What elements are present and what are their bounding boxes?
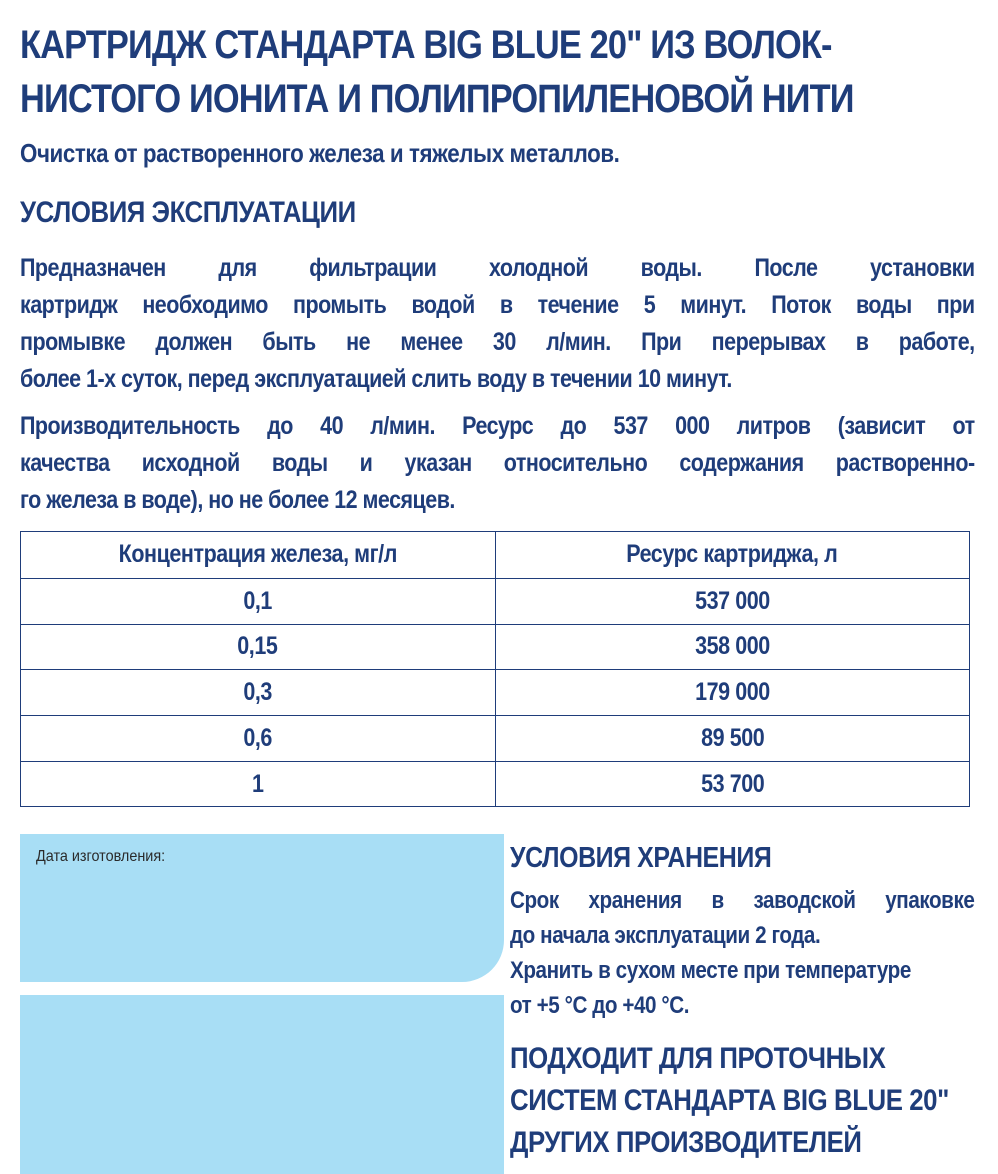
- storage-paragraph: [510, 883, 974, 1023]
- operating-paragraph: [20, 250, 975, 398]
- table-row: [21, 669, 969, 715]
- compat-line: ПОДХОДИТ ДЛЯ ПРОТОЧНЫХ: [510, 1042, 886, 1075]
- date-label: Дата изготовления:: [36, 848, 166, 865]
- blank-panel: [20, 995, 504, 1174]
- table-cell: 1: [21, 762, 496, 807]
- table-row: [21, 761, 969, 807]
- paragraph-line: качества исходной воды и указан относительно содержания растворенно-: [20, 449, 975, 477]
- table-header-row: [21, 532, 969, 578]
- table-cell: 89 500: [700, 724, 764, 753]
- paragraph-line: Срок хранения в заводской упаковке: [510, 887, 975, 914]
- table-cell: 537 000: [694, 586, 770, 615]
- paragraph-line: Производительность до 40 л/мин. Ресурс до 537 000 литров (зависит от: [20, 412, 975, 440]
- table-cell: 0,15: [21, 625, 496, 670]
- product-subtitle: Очистка от растворенного железа и тяжелых металлов.: [20, 138, 620, 168]
- compat-line: ДРУГИХ ПРОИЗВОДИТЕЛЕЙ: [510, 1126, 862, 1159]
- table-row: [21, 715, 969, 761]
- paragraph-line: промывке должен быть не менее 30 л/мин. При перерывах в работе,: [20, 328, 975, 356]
- compatibility-note: [510, 1038, 949, 1164]
- paragraph-line: картридж необходимо промыть водой в течение 5 минут. Поток воды при: [20, 291, 975, 319]
- paragraph-line: Предназначен для фильтрации холодной воды. После установки: [20, 254, 975, 282]
- paragraph-line: Хранить в сухом месте при температуре: [510, 957, 911, 984]
- storage-heading: УСЛОВИЯ ХРАНЕНИЯ: [510, 842, 772, 874]
- table-header-cell: Ресурс картриджа, л: [626, 540, 838, 569]
- table-header-cell: Концентрация железа, мг/л: [21, 532, 496, 578]
- product-title: [20, 18, 854, 126]
- capacity-paragraph: [20, 408, 975, 519]
- table-cell: 179 000: [694, 678, 770, 707]
- resource-table: [20, 531, 970, 807]
- paragraph-line: более 1-х суток, перед эксплуатацией слить воду в течении 10 минут.: [20, 365, 732, 393]
- operating-heading: УСЛОВИЯ ЭКСПЛУАТАЦИИ: [20, 196, 356, 229]
- table-cell: 0,6: [21, 716, 496, 761]
- table-cell: 358 000: [694, 632, 770, 661]
- table-cell: 0,1: [21, 579, 496, 624]
- paragraph-line: го железа в воде), но не более 12 месяцев.: [20, 486, 455, 514]
- table-row: [21, 578, 969, 624]
- title-line: НИСТОГО ИОНИТА И ПОЛИПРОПИЛЕНОВОЙ НИТИ: [20, 77, 854, 121]
- title-line: КАРТРИДЖ СТАНДАРТА BIG BLUE 20" ИЗ ВОЛОК-: [20, 23, 832, 67]
- paragraph-line: от +5 °С до +40 °С.: [510, 992, 690, 1019]
- table-cell: 0,3: [21, 670, 496, 715]
- table-row: [21, 624, 969, 670]
- compat-line: СИСТЕМ СТАНДАРТА BIG BLUE 20": [510, 1084, 949, 1117]
- paragraph-line: до начала эксплуатации 2 года.: [510, 922, 821, 949]
- table-cell: 53 700: [700, 769, 764, 798]
